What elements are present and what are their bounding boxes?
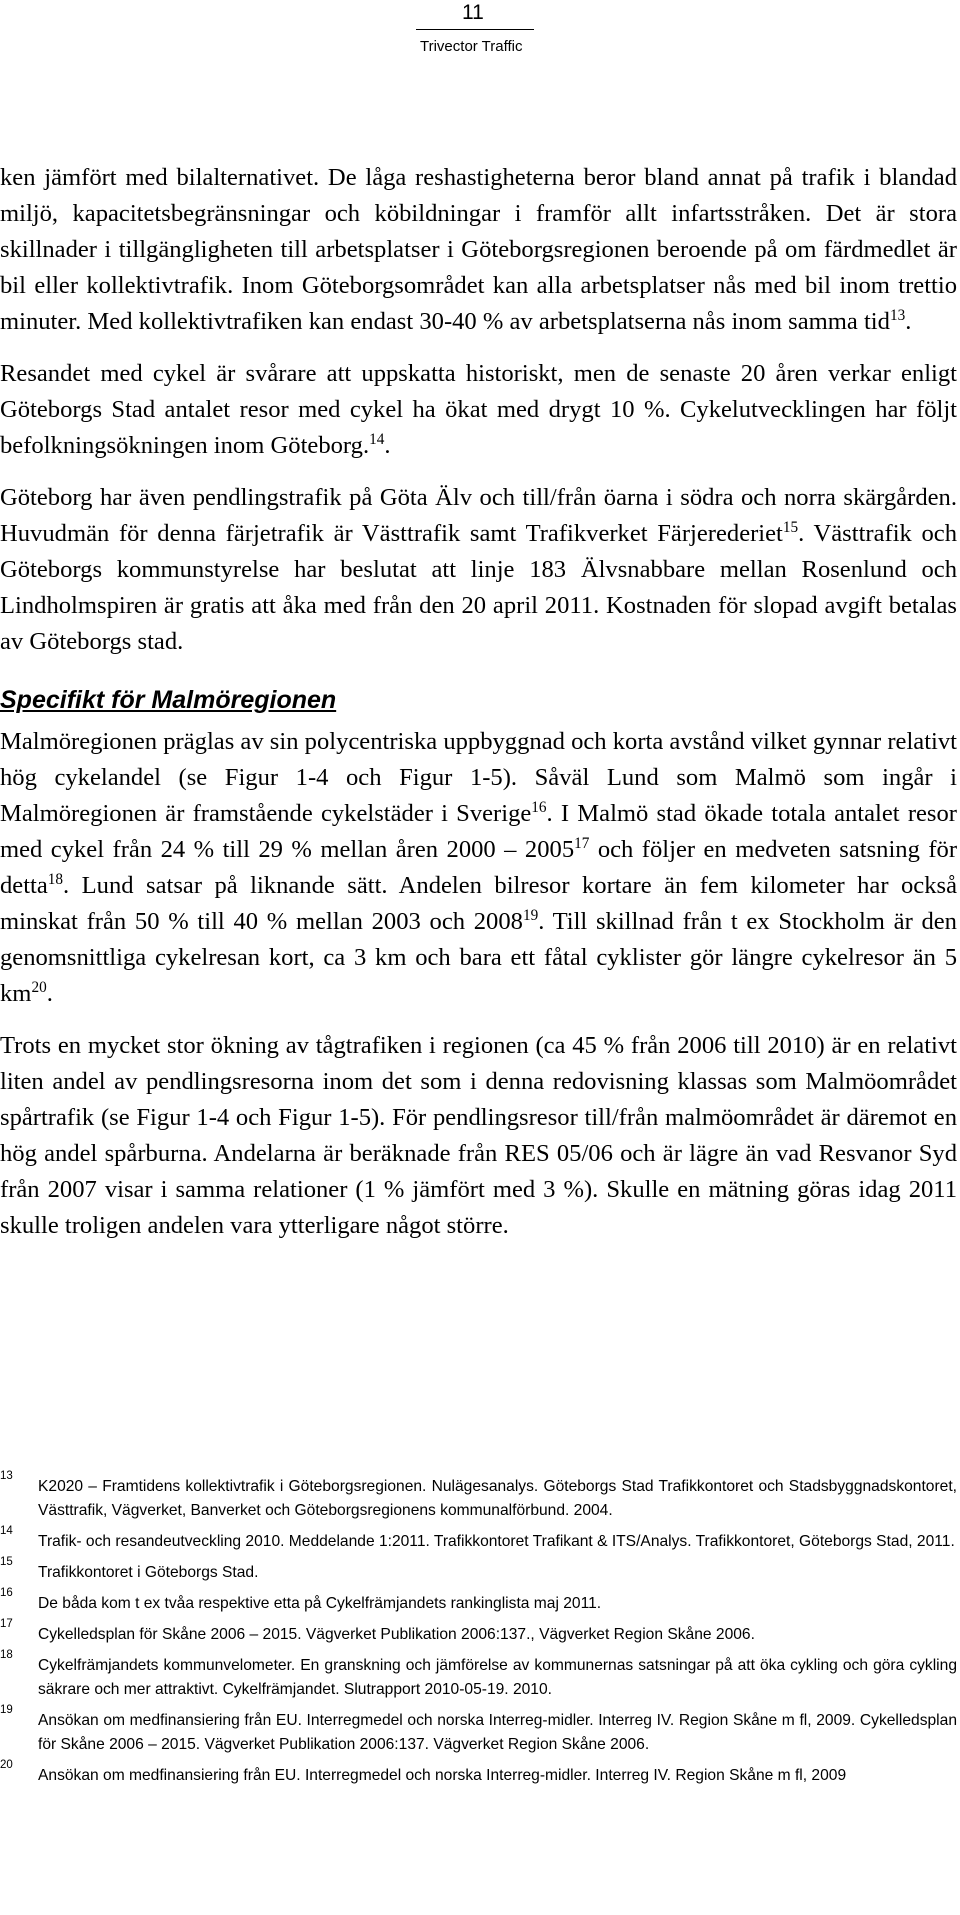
footnote [0,1759,957,1788]
footnote-text: Cykelfrämjandets kommunvelometer. En granskning och jämförelse av kommunernas satsningar på att öka cykling och göra cykling säkrare och mer attraktivt. Cykelfrämjandet. Slutrapport 2010-05-19. 2010. [38,1657,957,1698]
footnote-number: 16 [0,1587,13,1599]
footnote-text: Ansökan om medfinansiering från EU. Interregmedel och norska Interreg-midler. Interreg IV. Region Skåne m fl, 2009. Cykelledsplan för Skåne 2006 – 2015. Vägverket Publikation 2006:137. Vägverket Region Skåne 2006. [38,1712,957,1753]
footnotes-section [0,1470,957,1795]
footnote-number: 19 [0,1704,13,1716]
header-divider [416,29,534,30]
footnote-ref-16: 16 [531,798,547,816]
footnote [0,1556,957,1585]
footnote-number: 20 [0,1759,13,1771]
footnote-number: 14 [0,1525,13,1537]
header-company-name: Trivector Traffic [420,38,523,55]
section-heading-malmo: Specifikt för Malmöregionen [0,686,337,714]
footnote-number: 18 [0,1649,13,1661]
footnote-text: K2020 – Framtidens kollektivtrafik i Göteborgsregionen. Nulägesanalys. Göteborgs Stad Trafikkontoret och Stadsbyggnadskontoret, Västtrafik, Vägverket, Banverket och Göteborgsregionens kommunalförbund. 2004. [38,1478,957,1519]
footnote-ref-19: 19 [522,906,539,924]
paragraph-5: Trots en mycket stor ökning av tågtrafiken i regionen (ca 45 % från 2006 till 2010) är en relativt liten andel av pendlingsresorna inom det som i denna redovisning klassas som Malmöområdet spårtrafik (se Figur 1-4 och Figur 1-5). För pendlingsresor till/från malmöområdet är däremot en hög andel spårburna. Andelarna är beräknade från RES 05/06 och är lägre än vad Resvanor Syd från 2007 visar i samma relationer (1 % jämfört med 3 %). Skulle en mätning göras idag 2011 skulle troligen andelen vara ytterligare något större. [0,1032,957,1239]
main-body [0,160,957,1260]
footnote [0,1587,957,1616]
footnote [0,1618,957,1647]
footnote-ref-20: 20 [31,978,47,996]
footnote-number: 13 [0,1470,13,1482]
page-number: 11 [462,1,484,24]
footnote-ref-17: 17 [574,834,590,852]
footnote [0,1649,957,1702]
footnote-ref-13: 13 [889,306,906,324]
footnote-text: Ansökan om medfinansiering från EU. Interregmedel och norska Interreg-midler. Interreg IV. Region Skåne m fl, 2009 [38,1767,847,1784]
footnote [0,1470,957,1523]
footnote-text: Trafikkontoret i Göteborgs Stad. [38,1564,259,1581]
footnote-number: 17 [0,1618,13,1630]
footnote-text: De båda kom t ex tvåa respektive etta på Cykelfrämjandets rankinglista maj 2011. [38,1595,602,1612]
paragraph-3: Göteborg har även pendlingstrafik på Göta Älv och till/från öarna i södra och norra skärgården. Huvudmän för denna färjetrafik är Västtrafik samt Trafikverket Färjerederiet$^{15}$. Västtrafik och Göteborgs kommunstyrelse har beslutat att linje 183 Älvsnabbare mellan Rosenlund och Lindholmspiren är gratis att åka med från den 20 april 2011. Kostnaden för slopad avgift betalas av Göteborgs stad. [0,484,957,655]
footnote-text: Trafik- och resandeutveckling 2010. Meddelande 1:2011. Trafikkontoret Trafikant & ITS/Analys. Trafikkontoret, Göteborgs Stad, 2011. [38,1533,955,1550]
paragraph-4: Malmöregionen präglas av sin polycentriska uppbyggnad och korta avstånd vilket gynnar relativt hög cykelandel (se Figur 1-4 och Figur 1-5). Såväl Lund som Malmö som ingår i Malmöregionen är framstående cykelstäder i Sverige$^{16}$. I Malmö stad ökade totala antalet resor med cykel från 24 % till 29 % mellan åren 2000 – 2005$^{17}$ och följer en medveten satsning för detta$^{18}$. Lund satsar på liknande sätt. Andelen bilresor kortare än fem kilometer har också minskat från 50 % till 40 % mellan 2003 och 2008$^{19}$. Till skillnad från t ex Stockholm är den genomsnittliga cykelresan kort, ca 3 km och bara ett fåtal cyklister gör längre cykelresor än 5 $km^{20}$. [0,728,958,1007]
footnote-text: Cykelledsplan för Skåne 2006 – 2015. Vägverket Publikation 2006:137., Vägverket Region Skåne 2006. [38,1626,755,1643]
paragraph-1: ken jämfört med bilalternativet. De låga reshastigheterna beror bland annat på trafik i blandad miljö, kapacitetsbegränsningar och köbildningar i framför allt infartsstråken. Det är stora skillnader i tillgängligheten till arbetsplatser i Göteborgsregionen beroende på om färdmedlet är bil eller kollektivtrafik. Inom Göteborgsområdet kan alla arbetsplatser nås med bil inom trettio minuter. Med kollektivtrafiken kan endast 30-40 % av arbetsplatserna nås inom samma tid$^{13}$. [0,164,957,335]
footnote-number: 15 [0,1556,13,1568]
footnote-ref-18: 18 [47,870,64,888]
footnote-ref-14: 14 [369,430,385,448]
footnote-ref-15: 15 [782,518,799,536]
footnote [0,1525,957,1554]
footnote [0,1704,957,1757]
paragraph-2: Resandet med cykel är svårare att uppskatta historiskt, men de senaste 20 åren verkar enligt Göteborgs Stad antalet resor med cykel ha ökat med drygt 10 %. Cykelutvecklingen har följt befolkningsökningen inom Göteborg.$^{14}$. [0,360,957,459]
